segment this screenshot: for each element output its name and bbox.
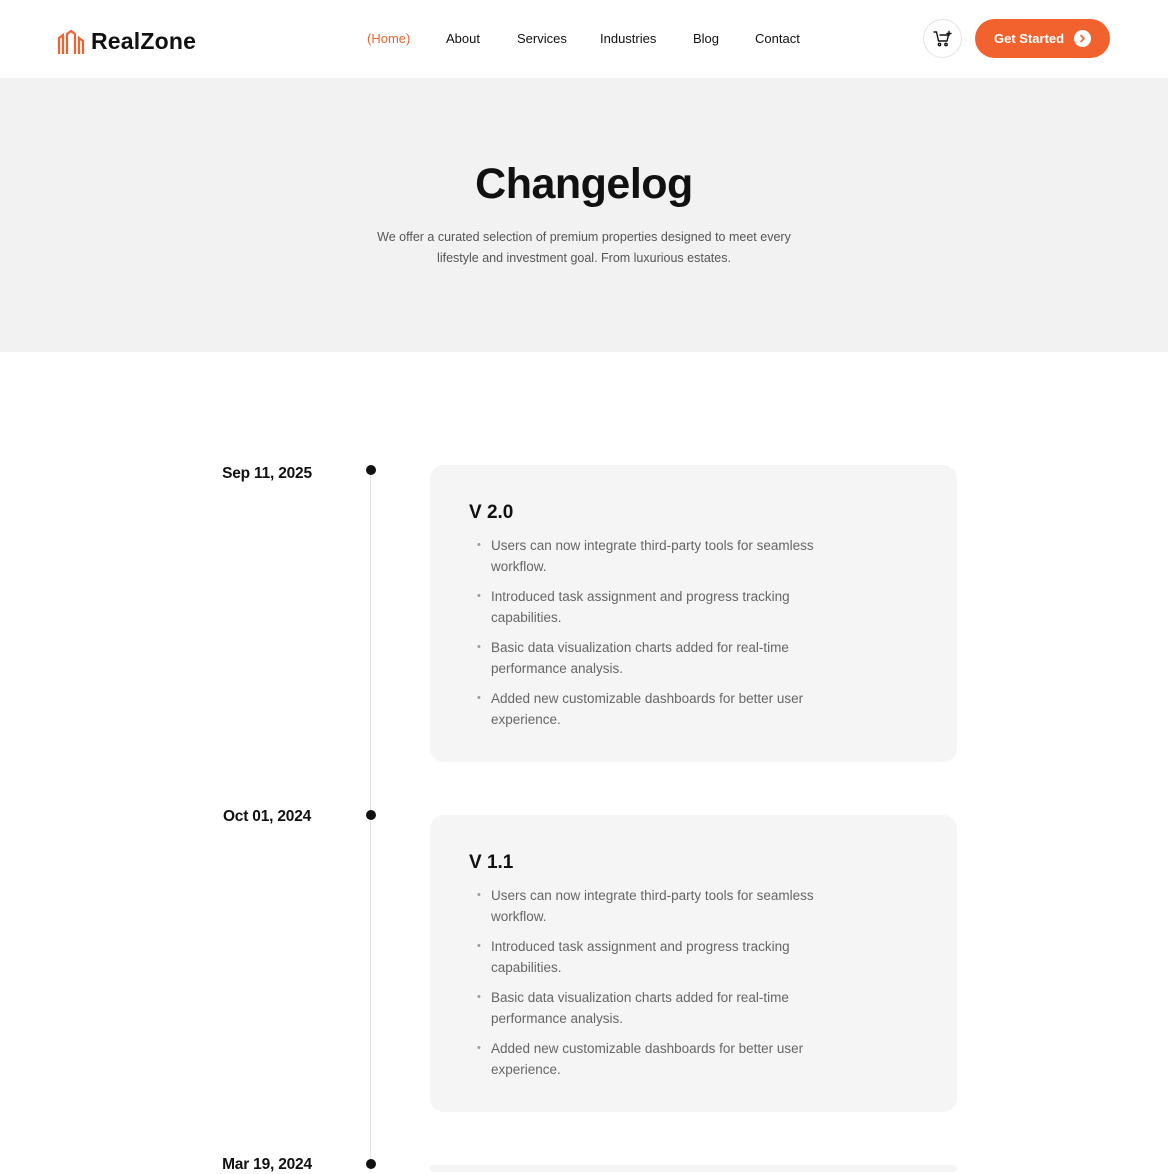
- list-item-text: Basic data visualization charts added for real-time performance analysis.: [491, 990, 789, 1026]
- change-list: [476, 885, 856, 1089]
- nav-blog[interactable]: Blog: [693, 31, 720, 46]
- change-list: [476, 535, 856, 739]
- nav-home[interactable]: (Home): [367, 31, 411, 46]
- timeline-line: [370, 470, 371, 1172]
- changelog-card: [430, 815, 957, 1112]
- page-title: Changelog: [475, 160, 693, 208]
- list-item: • Introduced task assignment and progress tracking capabilities.: [477, 939, 790, 975]
- list-item: • Basic data visualization charts added for real-time performance analysis.: [477, 990, 789, 1026]
- site-header: [0, 0, 1168, 78]
- timeline-dot: [366, 465, 376, 475]
- cart-icon: [933, 30, 953, 48]
- get-started-button[interactable]: [975, 19, 1110, 58]
- list-item: • Added new customizable dashboards for better user experience.: [477, 1041, 804, 1077]
- version-title: V 2.0: [469, 502, 514, 523]
- list-item-text: Introduced task assignment and progress tracking capabilities.: [491, 939, 790, 975]
- list-item-text: Added new customizable dashboards for better user experience.: [491, 691, 804, 727]
- timeline-dot: [366, 810, 376, 820]
- hero-subtitle-line: We offer a curated selection of premium properties designed to meet every: [377, 230, 791, 244]
- list-item: • Users can now integrate third-party tools for seamless workflow.: [477, 538, 814, 574]
- list-item: • Basic data visualization charts added for real-time performance analysis.: [477, 640, 789, 676]
- list-item: • Added new customizable dashboards for better user experience.: [477, 691, 804, 727]
- nav-about[interactable]: About: [446, 31, 480, 46]
- changelog-card: [430, 465, 957, 762]
- list-item: • Introduced task assignment and progress tracking capabilities.: [477, 589, 790, 625]
- entry-date: Sep 11, 2025: [222, 465, 312, 482]
- chevron-right-icon: [1074, 30, 1091, 47]
- cart-button[interactable]: [923, 19, 962, 58]
- changelog-card: [430, 1165, 957, 1172]
- list-item: • Users can now integrate third-party tools for seamless workflow.: [477, 888, 814, 924]
- get-started-label: Get Started: [994, 31, 1065, 46]
- list-item-text: Users can now integrate third-party tools for seamless workflow.: [491, 888, 814, 924]
- nav-industries[interactable]: Industries: [600, 31, 657, 46]
- list-item-text: Introduced task assignment and progress tracking capabilities.: [491, 589, 790, 625]
- logo-text: RealZone: [91, 28, 197, 54]
- entry-date: Oct 01, 2024: [222, 808, 312, 825]
- timeline-dot: [366, 1159, 376, 1169]
- hero-subtitle-line: lifestyle and investment goal. From luxurious estates.: [437, 251, 731, 265]
- nav-services[interactable]: Services: [517, 31, 567, 46]
- entry-date: Mar 19, 2024: [222, 1156, 312, 1173]
- hero-subtitle: [0, 227, 1168, 269]
- list-item-text: Basic data visualization charts added for real-time performance analysis.: [491, 640, 789, 676]
- hero-section: [0, 78, 1168, 352]
- list-item-text: Users can now integrate third-party tools for seamless workflow.: [491, 538, 814, 574]
- version-title: V 1.1: [469, 852, 514, 873]
- nav-contact[interactable]: Contact: [755, 31, 800, 46]
- list-item-text: Added new customizable dashboards for better user experience.: [491, 1041, 804, 1077]
